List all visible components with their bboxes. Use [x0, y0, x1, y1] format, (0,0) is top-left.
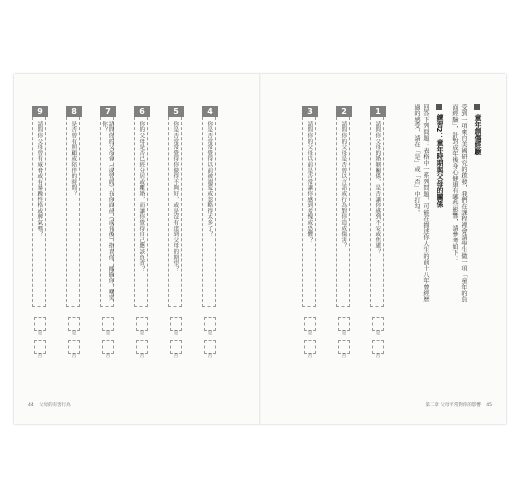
yes-checkbox[interactable]	[68, 317, 80, 331]
question-column	[370, 106, 386, 307]
yes-checkbox[interactable]	[372, 317, 384, 331]
page-number: 45	[486, 403, 492, 408]
page-number: 44	[28, 403, 34, 408]
no-checkbox[interactable]	[170, 340, 182, 354]
yes-label: 是	[105, 331, 111, 336]
yes-label: 是	[307, 331, 313, 336]
running-head: 第二章 父母平常對你的影響	[425, 403, 481, 408]
running-head: 父母的有害行為	[39, 403, 71, 408]
no-checkbox[interactable]	[304, 340, 316, 354]
no-label: 否	[207, 354, 213, 359]
yes-label: 是	[375, 331, 381, 336]
yes-label: 是	[207, 331, 213, 336]
no-label: 否	[37, 354, 43, 359]
question-text: 你的父母是否已經分居或離婚，而讓你覺得自己應該負責？	[138, 121, 145, 272]
right-page	[260, 74, 506, 424]
question-number: 9	[32, 106, 48, 117]
no-checkbox[interactable]	[34, 340, 46, 354]
question-number: 7	[100, 106, 116, 117]
answer-checkboxes	[370, 314, 386, 372]
question-column	[134, 106, 150, 307]
no-checkbox[interactable]	[136, 340, 148, 354]
question-column	[302, 106, 318, 307]
question-column	[336, 106, 352, 307]
question-text: 你是否常常覺得以前被溺愛或忽略得太多了？	[206, 121, 213, 237]
question-column	[32, 106, 48, 307]
question-column	[202, 106, 218, 307]
yes-label: 是	[139, 331, 145, 336]
question-number: 2	[336, 106, 352, 117]
answer-checkboxes	[32, 314, 48, 372]
no-label: 否	[341, 354, 347, 359]
question-number: 3	[302, 106, 318, 117]
question-text: 請問你的父母會（或曾經）在你面前（或背後）指責你、揶揄你、嘲笑你？	[101, 121, 114, 301]
question-number: 1	[370, 106, 386, 117]
answer-checkboxes	[134, 314, 150, 372]
no-label: 否	[105, 354, 111, 359]
section-marker	[474, 104, 480, 110]
yes-checkbox[interactable]	[34, 317, 46, 331]
no-checkbox[interactable]	[102, 340, 114, 354]
no-checkbox[interactable]	[338, 340, 350, 354]
question-column	[100, 106, 116, 307]
yes-checkbox[interactable]	[170, 317, 182, 331]
question-text: 你是否常常覺得你做得不夠好，或是沒有達到父母的期望？	[172, 121, 179, 272]
question-column	[168, 106, 184, 307]
question-text: 請問你的父母是否曾以言語或行為對你造成傷害？	[340, 121, 347, 249]
intro-paragraph: 受到一項來自美國研究的啟發，我們在課程裡會請學生做一項「童年的負面經驗」，針對成年後身心健康有哪些影響，請參考如下：	[451, 104, 467, 303]
answer-checkboxes	[100, 314, 116, 372]
page-footer	[28, 402, 71, 408]
question-number: 6	[134, 106, 150, 117]
no-checkbox[interactable]	[204, 340, 216, 354]
yes-checkbox[interactable]	[204, 317, 216, 331]
answer-checkboxes	[336, 314, 352, 372]
question-number: 5	[168, 106, 184, 117]
question-text: 請問你的父母以前是否常讓你感到羞愧或恐懼？	[306, 121, 313, 243]
no-label: 否	[71, 354, 77, 359]
yes-checkbox[interactable]	[102, 317, 114, 331]
yes-checkbox[interactable]	[136, 317, 148, 331]
page-footer	[425, 402, 492, 408]
book-spread	[14, 74, 506, 424]
no-checkbox[interactable]	[68, 340, 80, 354]
exercise-title: 練習2：童年時期與父母的關係	[435, 114, 443, 208]
no-checkbox[interactable]	[372, 340, 384, 354]
yes-label: 是	[37, 331, 43, 336]
no-label: 否	[139, 354, 145, 359]
yes-label: 是	[341, 331, 347, 336]
answer-checkboxes	[66, 314, 82, 372]
answer-checkboxes	[202, 314, 218, 372]
question-number: 4	[202, 106, 218, 117]
question-number: 8	[66, 106, 82, 117]
no-label: 否	[307, 354, 313, 359]
yes-checkbox[interactable]	[338, 317, 350, 331]
answer-checkboxes	[168, 314, 184, 372]
yes-label: 是	[173, 331, 179, 336]
question-text: 請問你父母的婚姻關係，是否讓你感到不安或焦慮？	[374, 121, 381, 255]
exercise-instructions: 回答下列問題：表格中一系列問題，可能在描述你人生的前十八年曾經歷過的感受，請在「是」或「否」中打勾。	[413, 104, 429, 303]
left-page	[14, 74, 260, 424]
no-label: 否	[173, 354, 179, 359]
exercise-marker	[436, 104, 442, 110]
yes-checkbox[interactable]	[304, 317, 316, 331]
section-heading: 童年創傷經驗	[473, 114, 481, 155]
answer-checkboxes	[302, 314, 318, 372]
question-text: 是否曾有照顧或陪伴的時間？	[70, 121, 77, 197]
yes-label: 是	[71, 331, 77, 336]
no-label: 否	[375, 354, 381, 359]
question-text: 請問你父母曾有威脅或有暴躁性格或脾氣嗎？	[36, 121, 43, 237]
question-column	[66, 106, 82, 307]
